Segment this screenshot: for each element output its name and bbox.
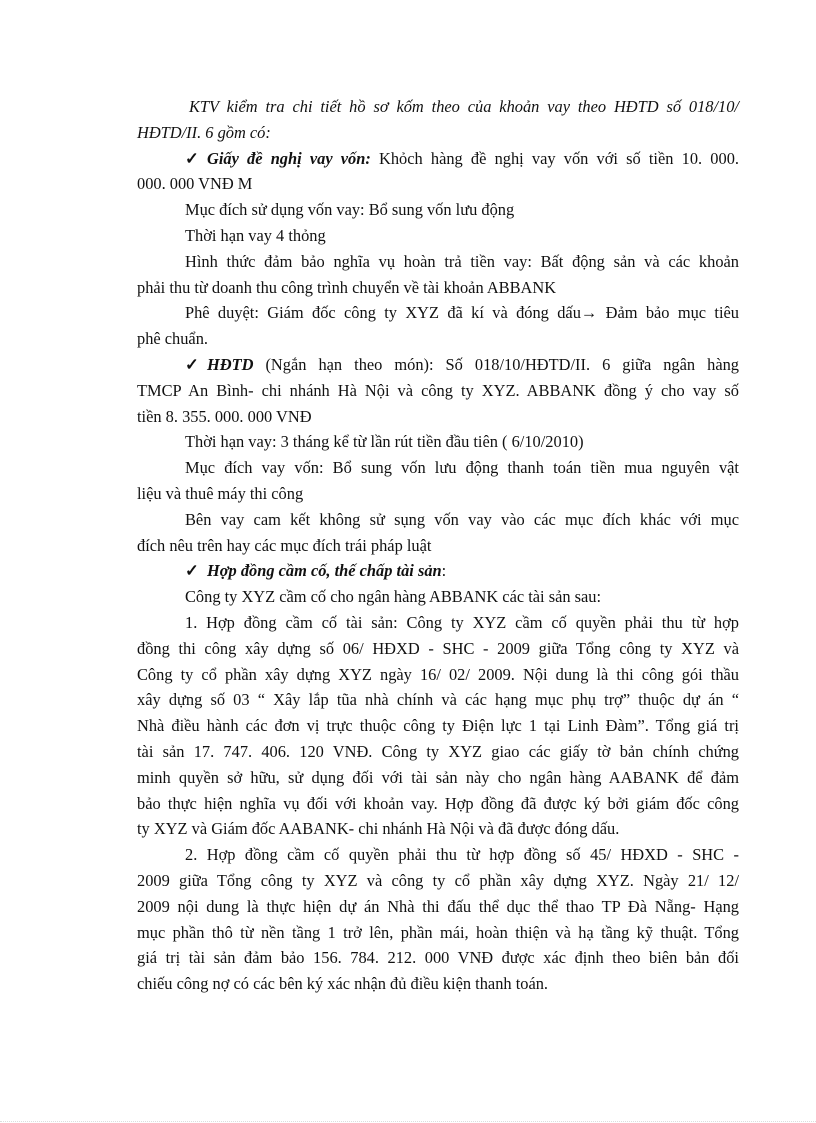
- section2-text-2: TMCP An Bình- chi nhánh Hà Nội và công ty XYZ. ABBANK đồng ý cho vay số: [137, 380, 739, 400]
- item1-line: đồng thi công xây dựng số 06/ HĐXD - SHC - 2009 giữa Tổng công ty XYZ và: [137, 638, 739, 658]
- item2-line: 2009 giữa Tổng công ty XYZ và công ty cổ phần xây dựng XYZ. Ngày 21/ 12/: [137, 870, 739, 890]
- section2-text-1: (Ngắn hạn theo món): Số 018/10/HĐTD/II. 6 giữa ngân hàng: [253, 354, 739, 374]
- section1-approval-2: phê chuẩn.: [137, 329, 208, 349]
- section2-heading: HĐTD: [207, 354, 254, 374]
- item1-line: bảo thực hiện nghĩa vụ đối với khoản vay. Hợp đồng đã được ký bởi giám đốc công: [137, 793, 739, 813]
- checkmark-icon: ✓: [185, 148, 199, 168]
- section1-guarantee-1: Hình thức đảm bảo nghĩa vụ hoàn trả tiền vay: Bất động sản và các khoản: [185, 251, 739, 271]
- item1-line: xây dựng số 03 “ Xây lắp tũa nhà chính và các hạng mục phụ trợ” thuộc dự án “: [137, 690, 739, 710]
- item1-line: 1. Hợp đồng cầm cố tài sản: Công ty XYZ cầm cố quyền phải thu từ hợp: [185, 612, 739, 632]
- item1-line: Nhà điều hành các đơn vị trực thuộc công ty Điện lực 1 tại Linh Đàm”. Tổng giá trị: [137, 716, 739, 736]
- section1-heading-line: [137, 146, 739, 172]
- section2-commit-1: Bên vay cam kết không sử sụng vốn vay vào các mục đích khác với mục: [185, 509, 739, 529]
- checkmark-icon: ✓: [185, 561, 199, 581]
- section1-text-1: Khỏch hàng đề nghị vay vốn với số tiền 10. 000.: [379, 148, 739, 168]
- section3-heading-colon: :: [441, 561, 447, 581]
- section1-guarantee-2: phải thu từ doanh thu công trình chuyển về tài khoản ABBANK: [137, 277, 557, 297]
- item1-line: minh quyền sở hữu, sử dụng đối với tài sản này cho ngân hàng AABANK để đảm: [137, 767, 739, 787]
- page-bottom-divider: [0, 1121, 816, 1122]
- intro-line-1: KTV kiểm tra chi tiết hồ sơ kốm theo của khoản vay theo HĐTD số 018/10/: [189, 97, 739, 116]
- section1-purpose: Mục đích sử dụng vốn vay: Bổ sung vốn lưu động: [185, 200, 515, 220]
- section2-heading-line: [137, 352, 739, 378]
- checkmark-icon: ✓: [185, 354, 199, 374]
- section1-approval-1: Phê duyệt: Giám đốc công ty XYZ đã kí và đóng dấu→ Đảm bảo mục tiêu: [185, 303, 739, 323]
- section2-purpose-1: Mục đích vay vốn: Bổ sung vốn lưu động thanh toán tiền mua nguyên vật: [185, 458, 739, 478]
- document-body: [137, 94, 739, 997]
- item2-line: mục phần thô từ nền tầng 1 trở lên, phần mái, hoàn thiện và hạ tầng kỹ thuật. Tổng: [137, 922, 739, 942]
- section1-heading: Giấy đề nghị vay vốn:: [207, 148, 371, 168]
- section2-text-3: tiền 8. 355. 000. 000 VNĐ: [137, 406, 312, 426]
- intro-line-2: HĐTD/II. 6 gồm có:: [137, 122, 271, 142]
- section3-heading: Hợp đồng cầm cố, thế chấp tài sản: [207, 561, 442, 581]
- item1-line: ty XYZ và Giám đốc AABANK- chi nhánh Hà Nội và đã được đóng dấu.: [137, 819, 620, 839]
- item2-line: giá trị tài sản đảm bảo 156. 784. 212. 000 VNĐ được xác định theo biên bản đối: [137, 948, 739, 968]
- section3-heading-line: [137, 558, 739, 584]
- section1-term: Thời hạn vay 4 thỏng: [185, 225, 326, 245]
- section1-text-2: 000. 000 VNĐ M: [137, 174, 253, 194]
- section2-term: Thời hạn vay: 3 tháng kể từ lần rút tiền đầu tiên ( 6/10/2010): [185, 432, 584, 452]
- section2-commit-2: đích nêu trên hay các mục đích trái pháp luật: [137, 535, 432, 555]
- item2-line: 2. Hợp đồng cầm cố quyền phải thu từ hợp đồng số 45/ HĐXD - SHC -: [185, 845, 739, 865]
- item2-line: 2009 nội dung là thực hiện dự án Nhà thi đấu thể dục thể thao TP Đà Nẵng- Hạng: [137, 896, 739, 916]
- section3-intro: Công ty XYZ cầm cố cho ngân hàng ABBANK các tài sản sau:: [185, 587, 602, 607]
- item1-line: tài sản 17. 747. 406. 120 VNĐ. Công ty XYZ giao các giấy tờ bản chính chứng: [137, 741, 739, 761]
- section2-purpose-2: liệu và thuê máy thi công: [137, 483, 304, 503]
- item2-line: chiếu công nợ có các bên ký xác nhận đủ điều kiện thanh toán.: [137, 974, 549, 994]
- item1-line: Công ty cổ phần xây dựng XYZ ngày 16/ 02/ 2009. Nội dung là thi công gói thầu: [137, 664, 739, 684]
